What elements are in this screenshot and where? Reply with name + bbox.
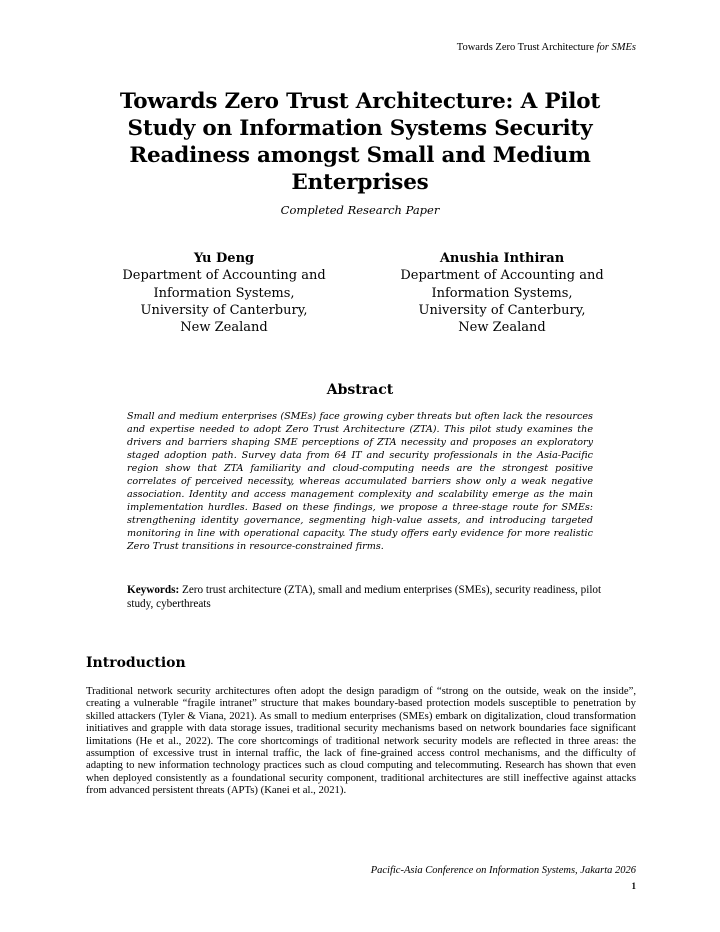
keywords <box>127 583 607 611</box>
running-title-venue: for SMEs <box>596 42 636 53</box>
author-affiliation-line: Department of Accounting and <box>400 268 604 284</box>
paper-type: Completed Research Paper <box>280 203 440 217</box>
running-footer: Pacific-Asia Conference on Information Systems, Jakarta 2026 <box>370 865 636 876</box>
keywords-label: Keywords: <box>127 584 180 596</box>
page-number: 1 <box>631 881 636 891</box>
author-affiliation-line: University of Canterbury, <box>140 302 308 318</box>
paper-title: Towards Zero Trust Architecture: A Pilot Study on Information Systems Security Readiness amongst Small and Medium Enterprises <box>119 89 601 195</box>
author-block <box>104 250 344 336</box>
author-affiliation-line: New Zealand <box>458 320 546 336</box>
author-name: Anushia Inthiran <box>439 251 565 266</box>
author-affiliation-line: New Zealand <box>180 320 268 336</box>
author-affiliation-line: Information Systems, <box>431 285 573 301</box>
author-block <box>382 250 622 336</box>
author-name: Yu Deng <box>193 251 255 266</box>
running-title: Towards Zero Trust Architecture <box>456 42 594 53</box>
author-affiliation-line: University of Canterbury, <box>418 302 586 318</box>
keywords-text: Zero trust architecture (ZTA), small and medium enterprises (SMEs), security readiness, pilot study, cyberthreats <box>127 584 602 611</box>
section-heading-introduction: Introduction <box>86 655 186 671</box>
introduction-paragraph: Traditional network security architectures often adopt the design paradigm of “strong on the outside, weak on the inside”, creating a vulnerable “fragile intranet” structure that makes boundary-based protection models susceptible to penetration by skilled attackers (Tyler & Viana, 2021). As small to medium enterprises (SMEs) embark on digitalization, cloud transformation initiatives and grapple with data storage issues, traditional security mechanisms based on network boundaries face significant limitations (He et al., 2022). The core shortcomings of traditional network security models are reflected in three areas: the assumption of excessive trust in internal traffic, the lack of fine-grained access control mechanisms, and the difficulty of adapting to new information technology practices such as cloud computing and telecommuting. Research has shown that even when deployed consistently as a foundational security component, traditional architectures are still ineffective against attacks from advanced persistent threats (APTs) (Kanei et al., 2021). <box>86 685 636 797</box>
author-affiliation-line: Information Systems, <box>153 285 295 301</box>
abstract-heading: Abstract <box>326 382 394 398</box>
abstract-text: Small and medium enterprises (SMEs) face growing cyber threats but often lack the resources and expertise needed to adopt Zero Trust Architecture (ZTA). This pilot study examines the drivers and barriers shaping SME perceptions of ZTA necessity and proposes an exploratory staged adoption path. Survey data from 64 IT and security professionals in the Asia-Pacific region show that ZTA familiarity and cloud-computing needs are the strongest positive correlates of perceived necessity, whereas accumulated barriers show only a weak negative association. Identity and access management complexity and scalability emerge as the main implementation hurdles. Based on these findings, we propose a three-stage route for SMEs: strengthening identity governance, segmenting high-value assets, and introducing targeted monitoring in line with operational capacity. The study offers early evidence for more realistic Zero Trust transitions in resource-constrained firms. <box>127 411 593 552</box>
author-affiliation-line: Department of Accounting and <box>122 268 326 284</box>
running-header <box>457 42 636 53</box>
